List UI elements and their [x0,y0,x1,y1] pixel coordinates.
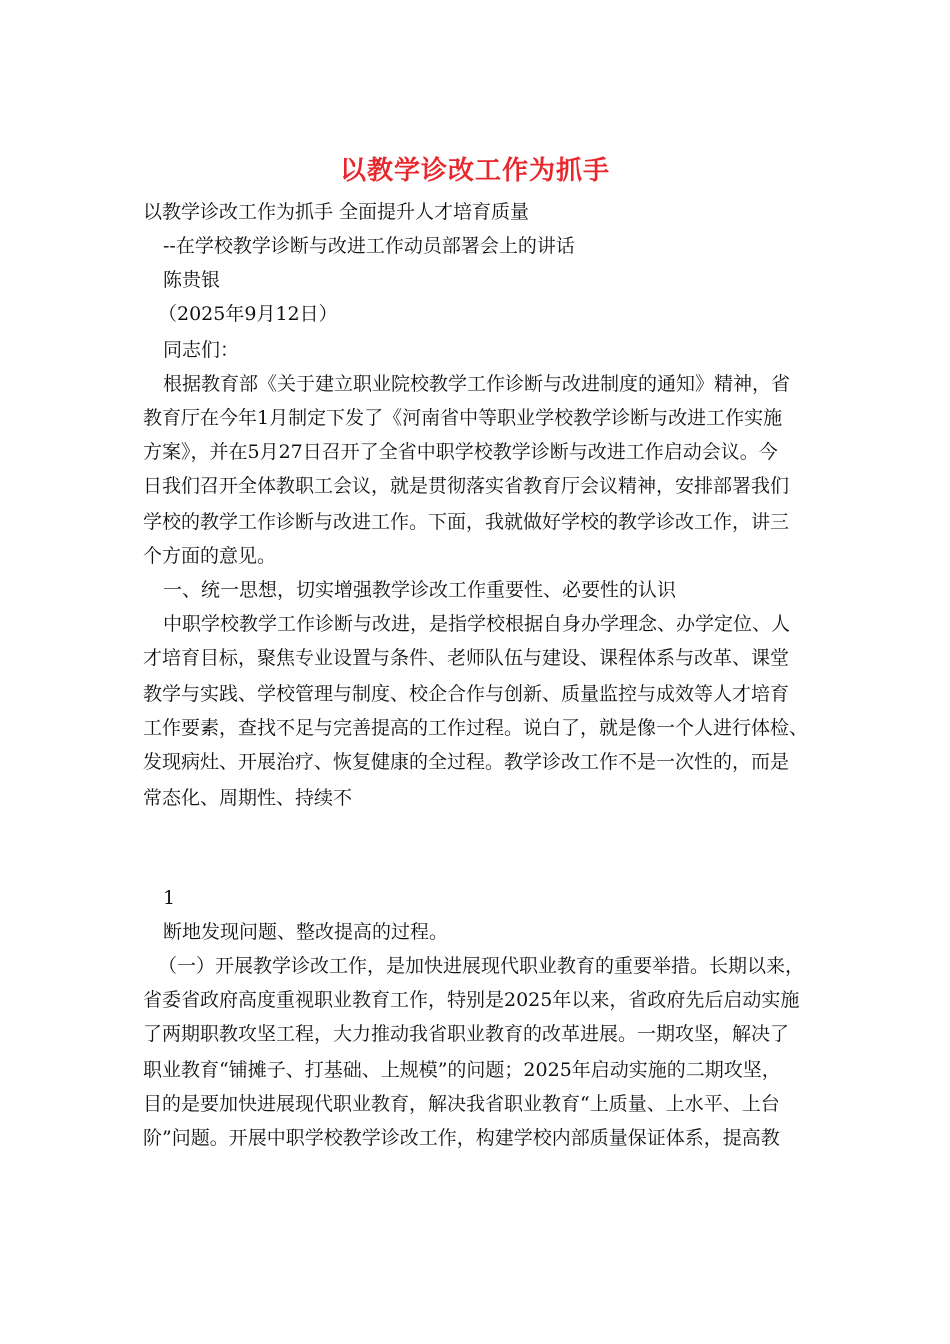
paragraph-line: 学校的教学工作诊断与改进工作。下面，我就做好学校的教学诊改工作，讲三 [143,511,790,533]
paragraph-line: 根据教育部《关于建立职业院校教学工作诊断与改进制度的通知》精神，省 [163,373,791,395]
paragraph-line: 教育厅在今年1月制定下发了《河南省中等职业学校教学诊断与改进工作实施 [143,407,783,429]
section-heading: 一、统一思想，切实增强教学诊改工作重要性、必要性的认识 [163,579,677,601]
paragraph-line: 个方面的意见。 [143,545,277,567]
document-title: 以教学诊改工作为抓手 [339,156,610,186]
salutation-line: 同志们： [163,339,240,361]
paragraph-line: 教学与实践、学校管理与制度、校企合作与创新、质量监控与成效等人才培育 [143,683,790,705]
author-line: 陈贵银 [163,269,221,291]
paragraph-line: 断地发现问题、整改提高的过程。 [163,921,449,943]
page-number: 1 [163,887,176,909]
paragraph-line: 省委省政府高度重视职业教育工作，特别是2025年以来，省政府先后启动实施 [143,989,800,1011]
paragraph-line: 目的是要加快进展现代职业教育，解决我省职业教育“上质量、上水平、上台 [143,1093,780,1115]
paragraph-line: 常态化、周期性、持续不 [143,787,353,809]
paragraph-line: 职业教育“铺摊子、打基础、上规模”的问题；2025年启动实施的二期攻坚， [143,1059,781,1081]
paragraph-line: 了两期职教攻坚工程，大力推动我省职业教育的改革进展。一期攻坚，解决了 [143,1023,790,1045]
paragraph-line: （一）开展教学诊改工作，是加快进展现代职业教育的重要举措。长期以来， [158,955,805,977]
date-line: （2025年9月12日） [158,303,338,325]
paragraph-line: 工作要素，查找不足与完善提高的工作过程。说白了，就是像一个人进行体检、 [143,717,809,739]
paragraph-line: 发现病灶、开展治疗、恢复健康的全过程。教学诊改工作不是一次性的，而是 [143,751,790,773]
subtitle-line: 以教学诊改工作为抓手 全面提升人才培育质量 [143,201,530,223]
paragraph-line: 中职学校教学工作诊断与改进，是指学校根据自身办学理念、办学定位、人 [163,613,791,635]
paragraph-line: 阶”问题。开展中职学校教学诊改工作，构建学校内部质量保证体系，提高教 [143,1127,780,1149]
speech-occasion-line: --在学校教学诊断与改进工作动员部署会上的讲话 [163,235,575,257]
paragraph-line: 才培育目标，聚焦专业设置与条件、老师队伍与建设、课程体系与改革、课堂 [143,647,790,669]
paragraph-line: 日我们召开全体教职工会议，就是贯彻落实省教育厅会议精神，安排部署我们 [143,475,790,497]
paragraph-line: 方案》，并在5月27日召开了全省中职学校教学诊断与改进工作启动会议。今 [143,441,778,463]
